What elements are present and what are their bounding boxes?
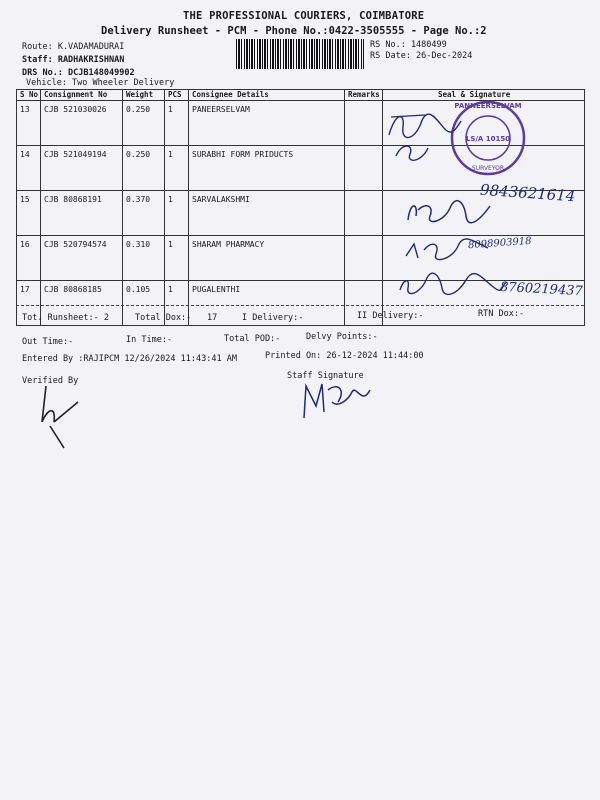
col-pcs: PCS [165,90,189,101]
handwritten-phone-17: 8760219437 [499,279,584,300]
cell-consignment: CJB 520794574 [41,236,123,281]
table-header-row [17,90,585,101]
i-delivery: I Delivery:- [242,313,304,323]
cell-weight: 0.250 [123,101,165,146]
handwritten-phone-16: 8098903918 [467,235,532,252]
cell-remarks [345,101,383,146]
staff-signature [298,378,374,422]
cell-sno: 17 [17,281,41,326]
cell-remarks [345,146,383,191]
cell-sno: 16 [17,236,41,281]
cell-consignment: CJB 521030026 [41,101,123,146]
stamp-code: LS/A 10150 [465,135,511,143]
stamp-sub: SURVEYOR [471,165,505,172]
cell-sno: 14 [17,146,41,191]
verified-signature [34,382,84,452]
verified-by: Verified By [22,376,79,386]
runsheet-subtitle: Delivery Runsheet - PCM - Phone No.:0422-3505555 - Page No.:2 [101,25,487,37]
stamp-name: PANNEERSELVAM [454,102,522,110]
cell-pcs: 1 [165,281,189,326]
cell-pcs: 1 [165,101,189,146]
cell-consignment: CJB 521049194 [41,146,123,191]
cell-pcs: 1 [165,236,189,281]
staff-signature-label: Staff Signature [287,371,364,381]
cell-weight: 0.250 [123,146,165,191]
col-sno: S No [17,90,41,101]
cell-remarks [345,191,383,236]
cell-consignment: CJB 80868185 [41,281,123,326]
cell-sno: 15 [17,191,41,236]
printed-on: Printed On: 26-12-2024 11:44:00 [265,351,424,361]
ii-delivery: II Delivery:- [357,311,424,321]
delvy-points: Delvy Points:- [306,332,378,342]
col-seal: Seal & Signature [383,90,585,101]
company-title: THE PROFESSIONAL COURIERS, COIMBATORE [183,10,425,22]
total-dox-label: Total Dox:- [135,313,192,323]
total-pod: Total POD:- [224,334,281,344]
rs-date: RS Date: 26-Dec-2024 [370,51,473,61]
cell-remarks [345,236,383,281]
route: Route: K.VADAMADURAI [22,42,125,52]
in-time: In Time:- [126,335,173,345]
cell-consignee: SARVALAKSHMI [189,191,345,236]
cell-consignee: PANEERSELVAM [189,101,345,146]
cell-consignee: PUGALENTHI [189,281,345,326]
cell-consignee: SURABHI FORM PRIDUCTS [189,146,345,191]
cell-weight: 0.310 [123,236,165,281]
cell-pcs: 1 [165,191,189,236]
col-consignment: Consignment No [41,90,123,101]
table-bottom-rule [16,305,584,306]
rtn-dox: RTN Dox:- [478,309,525,319]
cell-sno: 13 [17,101,41,146]
total-dox-value: 17 [207,313,218,323]
out-time: Out Time:- [22,337,74,347]
cell-pcs: 1 [165,146,189,191]
col-remarks: Remarks [345,90,383,101]
staff: Staff: RADHAKRISHNAN [22,55,125,65]
handwritten-phone-15: 9843621614 [479,180,576,206]
rs-no: RS No.: 1480499 [370,40,447,50]
cell-weight: 0.370 [123,191,165,236]
cell-consignee: SHARAM PHARMACY [189,236,345,281]
entered-by: Entered By :RAJIPCM 12/26/2024 11:43:41 AM [22,354,237,364]
cell-consignment: CJB 80868191 [41,191,123,236]
barcode [236,39,364,69]
tot-runsheet: Tot. Runsheet:- 2 [22,313,109,323]
col-consignee: Consignee Details [189,90,345,101]
table-row [17,101,585,146]
cell-weight: 0.105 [123,281,165,326]
cell-seal [383,101,585,146]
col-weight: Weight [123,90,165,101]
drs-no: DRS No.: DCJB148049902 [22,68,135,78]
vehicle: Vehicle: Two Wheeler Delivery [26,78,175,88]
